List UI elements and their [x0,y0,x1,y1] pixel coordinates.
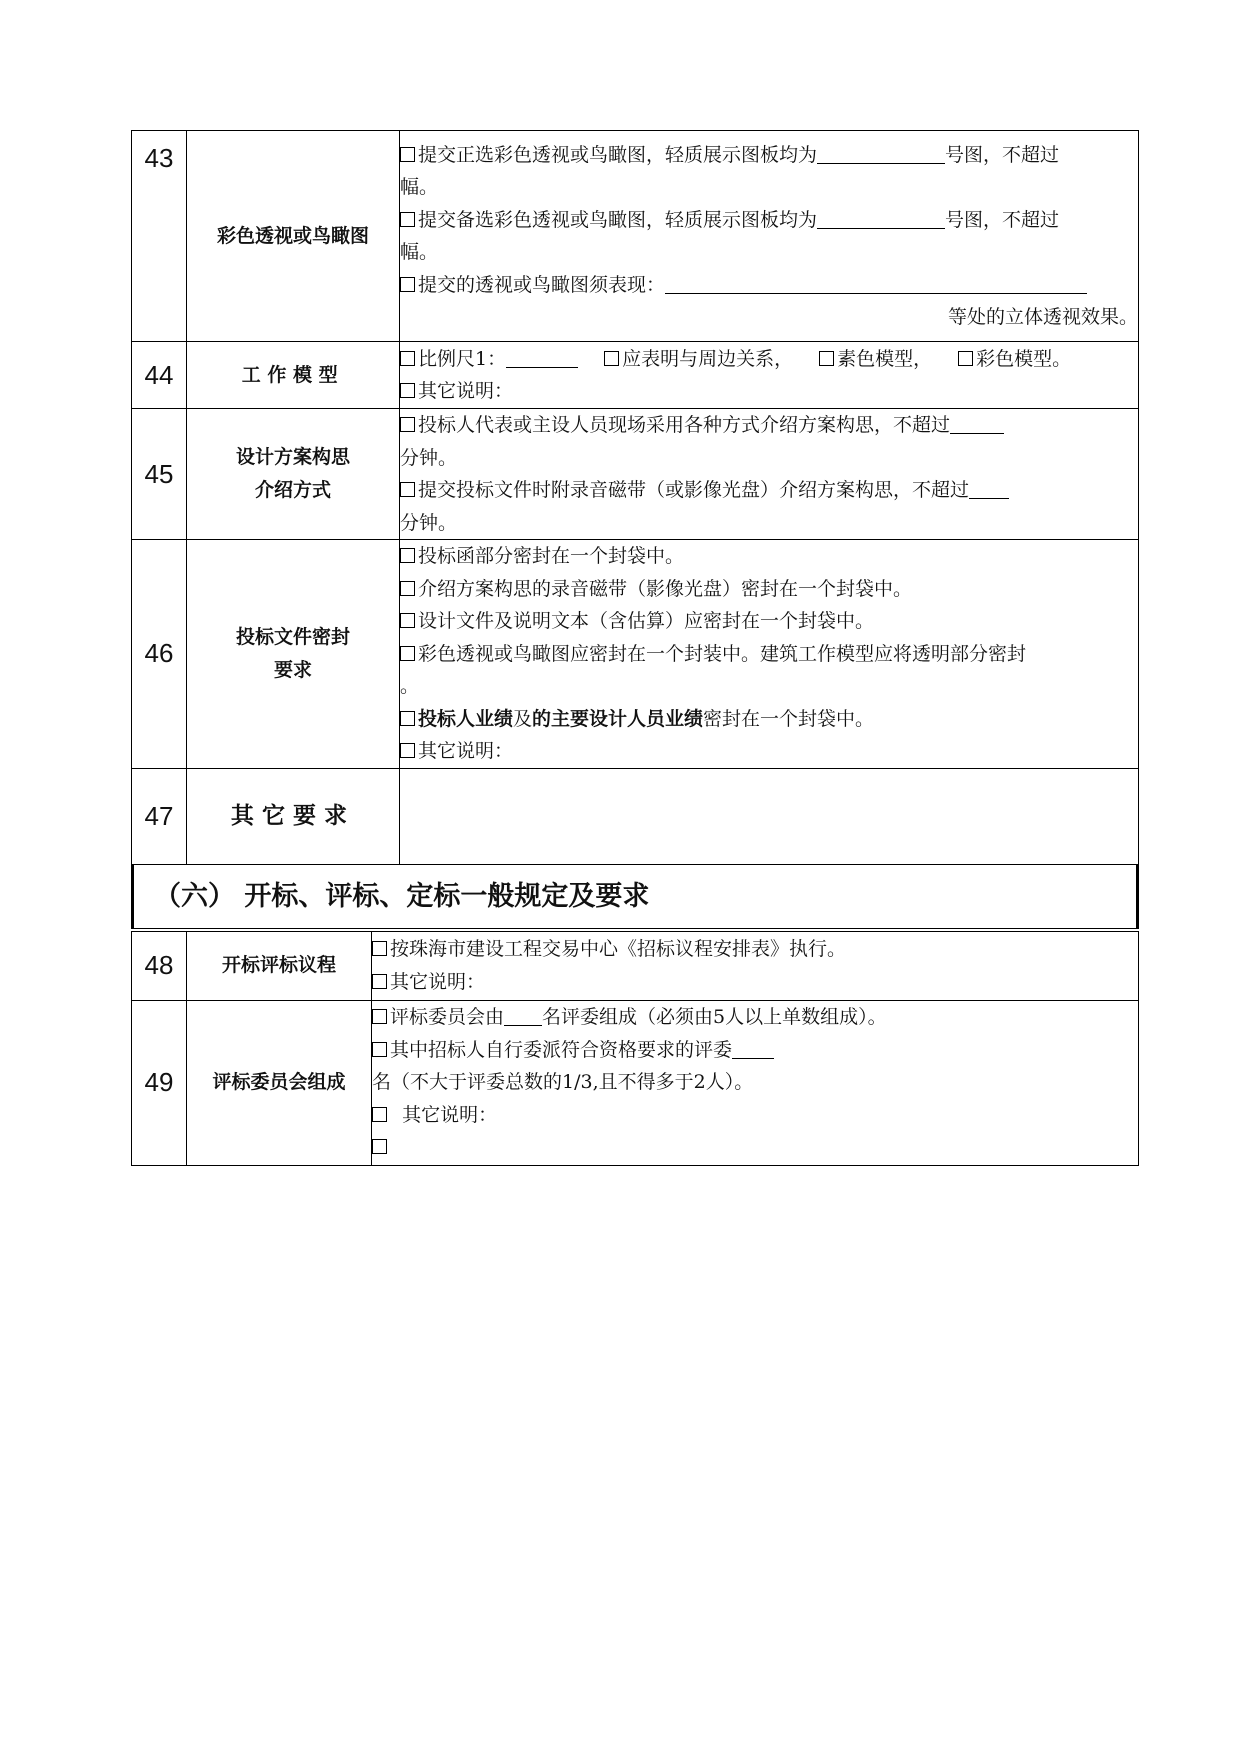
checkbox[interactable] [372,1009,387,1024]
row-content: 比例尺1： 应表明与周边关系， 素色模型， 彩色模型。 其它说明： [400,342,1139,409]
checkbox[interactable] [400,212,415,227]
checkbox[interactable] [372,941,387,956]
checkbox[interactable] [400,646,415,661]
checkbox[interactable] [372,1107,387,1122]
checkbox[interactable] [400,743,415,758]
table-row [132,131,1139,342]
row-number: 48 [132,931,187,1000]
checkbox[interactable] [400,351,415,366]
fill-blank[interactable] [817,208,945,229]
row-label: 投标文件密封 要求 [187,540,400,769]
checkbox[interactable] [400,711,415,726]
checkbox[interactable] [400,613,415,628]
row-content[interactable] [400,768,1139,864]
row-label: 其它要求 [187,768,400,864]
fill-blank[interactable] [732,1038,774,1059]
row-content: 评标委员会由 名评委组成（必须由5人以上单数组成）。 其中招标人自行委派符合资格要求的评委 名（不大于评委总数的1/3,且不得多于2人）。 其它说明： [372,1000,1139,1165]
checkbox[interactable] [604,351,619,366]
section-heading: （六） 开标、评标、定标一般规定及要求 [131,865,1139,929]
table-row [132,409,1139,540]
row-label: 设计方案构思 介绍方式 [187,409,400,540]
requirements-table-top [131,130,1139,865]
fill-blank[interactable] [506,347,578,368]
row-content: 投标函部分密封在一个封袋中。 介绍方案构思的录音磁带（影像光盘）密封在一个封袋中。 设计文件及说明文本（含估算）应密封在一个封袋中。 彩色透视或鸟瞰图应密封在一个封装中。建筑工作模型应将透明部分密封 。 投标人业绩及的主要设计人员业绩密封在一个封袋中。 其它说明： [400,540,1139,769]
fill-blank[interactable] [969,478,1009,499]
fill-blank[interactable] [817,143,945,164]
row-label: 开标评标议程 [187,931,372,1000]
checkbox[interactable] [400,482,415,497]
checkbox[interactable] [400,417,415,432]
row-number: 45 [132,409,187,540]
checkbox[interactable] [958,351,973,366]
checkbox[interactable] [372,974,387,989]
checkbox[interactable] [372,1042,387,1057]
table-row [132,1000,1139,1165]
row-label: 彩色透视或鸟瞰图 [187,131,400,342]
checkbox[interactable] [400,383,415,398]
table-row [132,540,1139,769]
table-row [132,768,1139,864]
checkbox[interactable] [400,581,415,596]
table-row [132,342,1139,409]
row-number: 49 [132,1000,187,1165]
row-content: 投标人代表或主设人员现场采用各种方式介绍方案构思，不超过 分钟。 提交投标文件时附录音磁带（或影像光盘）介绍方案构思，不超过 分钟。 [400,409,1139,540]
checkbox[interactable] [400,548,415,563]
row-label: 评标委员会组成 [187,1000,372,1165]
fill-blank[interactable] [504,1005,542,1026]
table-row [132,931,1139,1000]
row-content: 提交正选彩色透视或鸟瞰图，轻质展示图板均为 号图，不超过 幅。 提交备选彩色透视或鸟瞰图，轻质展示图板均为 号图，不超过 幅。 提交的透视或鸟瞰图须表现： 等处的立体透视效果。 [400,131,1139,342]
row-number: 44 [132,342,187,409]
requirements-table-bottom [131,931,1139,1166]
row-number: 43 [132,131,187,342]
row-content: 按珠海市建设工程交易中心《招标议程安排表》执行。 其它说明： [372,931,1139,1000]
checkbox[interactable] [400,147,415,162]
checkbox[interactable] [400,277,415,292]
row-label: 工作模型 [187,342,400,409]
checkbox[interactable] [372,1139,387,1154]
form-sheet [131,130,1139,1166]
row-number: 47 [132,768,187,864]
fill-blank[interactable] [665,273,1087,294]
fill-blank[interactable] [950,413,1004,434]
row-number: 46 [132,540,187,769]
checkbox[interactable] [819,351,834,366]
